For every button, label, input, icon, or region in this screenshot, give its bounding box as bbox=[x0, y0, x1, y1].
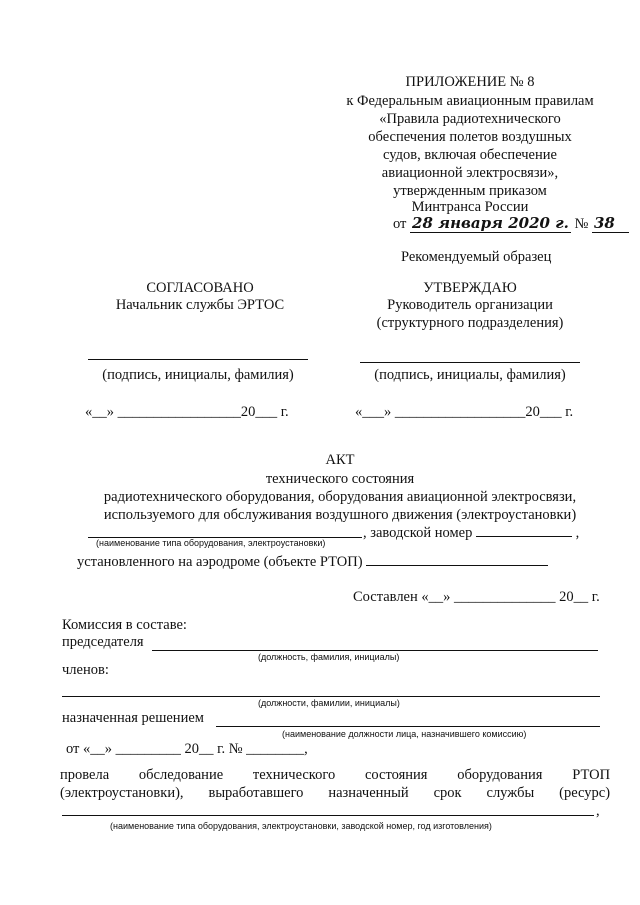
act-line-2: радиотехнического оборудования, оборудования авиационной электросвязи, bbox=[103, 489, 577, 505]
approve-title: УТВЕРЖДАЮ bbox=[423, 280, 517, 296]
inspection-line-2 bbox=[60, 785, 610, 802]
agreed-date-line: «__» _________________20___ г. bbox=[85, 404, 289, 420]
installed-line bbox=[366, 553, 548, 566]
decision-date: от «__» _________ 20__ г. № ________, bbox=[66, 741, 308, 757]
act-line-1: технического состояния bbox=[265, 471, 415, 487]
act-line-3: используемого для обслуживания воздушного движения (электроустановки) bbox=[103, 507, 577, 523]
inspection-word: (ресурс) bbox=[559, 785, 611, 801]
order-reference bbox=[393, 215, 629, 233]
sample-label: Рекомендуемый образец bbox=[401, 249, 552, 265]
approve-role-line-2: (структурного подразделения) bbox=[376, 315, 564, 331]
appointed-caption: (наименование должности лица, назначившего комиссию) bbox=[282, 729, 527, 739]
approve-signature-caption: (подпись, инициалы, фамилия) bbox=[374, 367, 566, 383]
serial-number-end: , bbox=[575, 525, 580, 541]
inspection-word: технического bbox=[252, 767, 336, 783]
agreed-signature-line bbox=[88, 359, 308, 360]
appendix-line-2: «Правила радиотехнического bbox=[379, 111, 561, 127]
serial-number-row bbox=[363, 524, 579, 542]
members-caption: (должности, фамилии, инициалы) bbox=[258, 698, 400, 708]
appendix-line-1: к Федеральным авиационным правилам bbox=[346, 93, 594, 109]
agreed-role: Начальник службы ЭРТОС bbox=[115, 297, 285, 313]
inspection-word: выработавшего bbox=[208, 785, 304, 801]
equipment-type-caption: (наименование типа оборудования, электроустановки) bbox=[96, 538, 326, 548]
commission-title: Комиссия в составе: bbox=[62, 617, 187, 633]
order-from-label: от bbox=[393, 216, 407, 232]
inspection-line-1 bbox=[60, 767, 610, 784]
inspection-line-end: , bbox=[596, 803, 600, 819]
act-title: АКТ bbox=[325, 452, 355, 468]
order-number-label: № bbox=[574, 216, 589, 232]
approve-role-line-1: Руководитель организации bbox=[387, 297, 553, 313]
installed-label: установленного на аэродроме (объекте РТОП) bbox=[77, 554, 363, 570]
inspection-word: оборудования bbox=[457, 767, 543, 783]
appendix-line-6: утвержденным приказом bbox=[393, 183, 547, 199]
serial-number-label: , заводской номер bbox=[363, 525, 473, 541]
inspection-word: состояния bbox=[364, 767, 428, 783]
agreed-signature-caption: (подпись, инициалы, фамилия) bbox=[102, 367, 294, 383]
appendix-title: ПРИЛОЖЕНИЕ № 8 bbox=[405, 74, 535, 90]
appointed-line bbox=[216, 726, 600, 727]
inspection-word: (электроустановки), bbox=[60, 785, 184, 801]
inspection-word: РТОП bbox=[572, 767, 611, 783]
chairman-caption: (должность, фамилия, инициалы) bbox=[258, 652, 400, 662]
members-label: членов: bbox=[62, 662, 109, 678]
compiled-date: Составлен «__» ______________ 20__ г. bbox=[353, 589, 600, 605]
inspection-word: обследование bbox=[138, 767, 224, 783]
chairman-label: председателя bbox=[62, 634, 144, 650]
order-date-handwritten: 28 января 2020 г. bbox=[412, 214, 569, 232]
appendix-line-4: судов, включая обеспечение bbox=[383, 147, 557, 163]
approve-date-line: «___» __________________20___ г. bbox=[355, 404, 574, 420]
appointed-label: назначенная решением bbox=[62, 710, 204, 726]
inspection-word: провела bbox=[60, 767, 110, 783]
inspection-equipment-line bbox=[62, 815, 594, 816]
appendix-line-7: Минтранса России bbox=[411, 199, 529, 215]
serial-number-line bbox=[476, 524, 572, 537]
members-line bbox=[62, 696, 600, 697]
approve-signature-line bbox=[360, 362, 580, 363]
appendix-line-5: авиационной электросвязи», bbox=[381, 165, 559, 181]
installed-row bbox=[77, 553, 548, 571]
inspection-caption: (наименование типа оборудования, электроустановки, заводской номер, год изготовления) bbox=[110, 821, 492, 831]
inspection-word: назначенный bbox=[328, 785, 409, 801]
inspection-word: срок bbox=[433, 785, 462, 801]
order-number-handwritten: 38 bbox=[592, 214, 629, 233]
appendix-line-3: обеспечения полетов воздушных bbox=[368, 129, 572, 145]
agreed-title: СОГЛАСОВАНО bbox=[146, 280, 254, 296]
inspection-word: службы bbox=[486, 785, 535, 801]
chairman-line bbox=[152, 650, 598, 651]
